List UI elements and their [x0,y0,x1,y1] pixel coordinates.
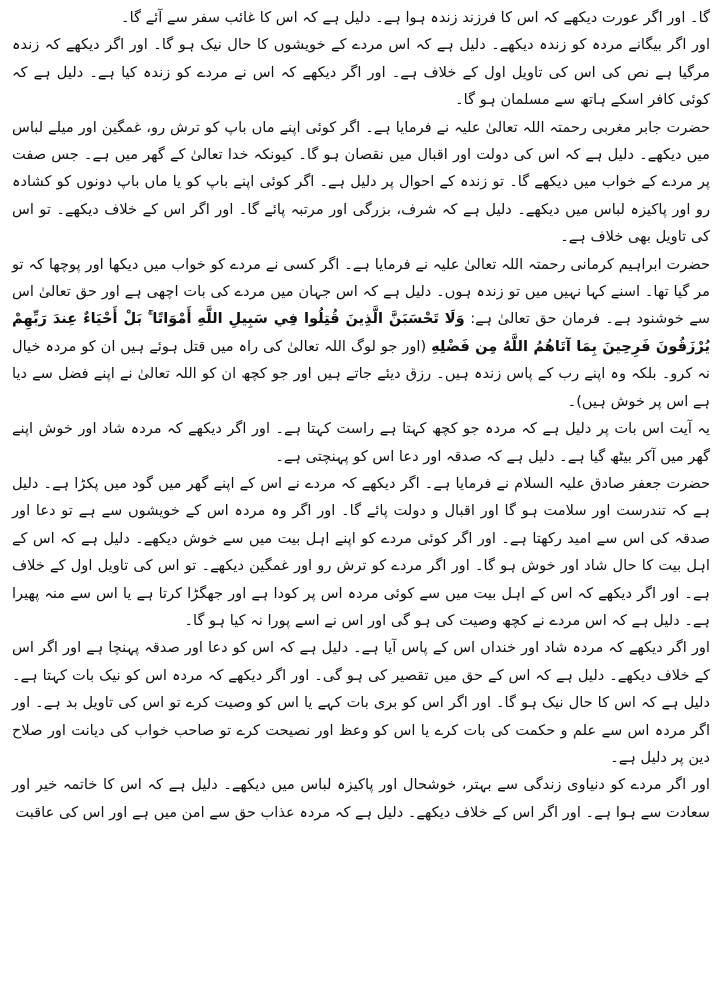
quran-verse: وَلَا تَحْسَبَنَّ الَّذِينَ قُتِلُوا فِي سَبِيلِ اللَّهِ أَمْوَاتًا ۚ بَلْ أَحْيَاءٌ عِندَ رَبِّهِمْ يُرْزَقُونَ فَرِحِينَ بِمَا آتَاهُمُ اللَّهُ مِن فَضْلِهِ [12,310,711,355]
paragraph-4-text: حضرت ابراہیم کرمانی رحمتہ اللہ تعالیٰ علیہ نے فرمایا ہے۔ اگر کسی نے مردے کو خواب میں دیکھا اور پوچھا کہ تو مر گیا تھا۔ اسنے کہا نہیں میں تو زندہ ہوں۔ دلیل ہے کہ اس جہان میں مردے کی بات اچھی ہے اور حق تعالیٰ اس سے خوشنود ہے۔ فرمان حق تعالیٰ ہے: [12,255,710,328]
paragraph-8: اور اگر مردے کو دنیاوی زندگی سے بہتر، خوشحال اور پاکیزہ لباس میں دیکھے۔ دلیل ہے کہ اس کا خاتمہ خیر اور سعادت سے ہوا ہے۔ اور اگر اس کے خلاف دیکھے۔ دلیل ہے کہ مردہ عذاب حق سے امن میں ہے اور اس کی عاقبت [12,776,710,821]
verse-translation: (اور جو لوگ اللہ تعالیٰ کی راہ میں قتل ہوئے ہیں ان کو مردہ خیال نہ کرو۔ بلکہ وہ اپنے رب کے پاس زندہ ہیں۔ رزق دیئے جاتے ہیں اور جو کچھ ان کو اللہ تعالیٰ نے اپنے فضل سے دیا ہے اس پر خوش ہیں)۔ [12,337,710,410]
paragraph-6: حضرت جعفر صادق علیہ السلام نے فرمایا ہے۔ اگر دیکھے کہ مردے نے اس کے اپنے گھر میں گود میں پکڑا ہے۔ دلیل ہے کہ تندرست اور سلامت ہو گا اور اقبال و دولت پائے گا۔ اور اگر وہ مردہ اس کے خویشوں سے ہے تو دعا اور صدقہ کی اس سے امید رکھتا ہے۔ اور اگر کوئی مردے کو اپنے اہل بیت میں سے خوش دیکھے۔ دلیل ہے کہ اس کے اہل بیت کا حال شاد اور خوش ہو گا۔ اور اگر مردے کو ترش رو اور غمگین دیکھے۔ تو اس کی تاویل اول کے خلاف ہے۔ اور اگر دیکھے کہ اس کے اہل بیت میں سے کوئی مردہ اس پر کودا ہے اور جھگڑا کرتا ہے یا اس سے منہ پھیرا ہے۔ دلیل ہے کہ اس مردے نے کچھ وصیت کی ہو گی اور اس نے اسے پورا نہ کیا ہو گا۔ [12,474,710,629]
paragraph-5: یہ آیت اس بات پر دلیل ہے کہ مردہ جو کچھ کہتا ہے راست کہتا ہے۔ اور اگر دیکھے کہ مردہ شاد اور خوش اپنے گھر میں آکر بیٹھ گیا ہے۔ دلیل ہے کہ صدقہ اور دعا اس کو پہنچتی ہے۔ [12,420,710,465]
paragraph-2: اور اگر بیگانے مردہ کو زندہ دیکھے۔ دلیل ہے کہ اس مردے کے خویشوں کا حال نیک ہو گا۔ اور اگر دیکھے کہ زندہ مرگیا ہے نص کی اس کی تاویل اول کے خلاف ہے۔ اور اگر دیکھے کہ اس نے مردے کو زندہ کیا ہے۔ دلیل ہے کہ کوئی کافر اسکے ہاتھ سے مسلمان ہو گا۔ [12,36,710,109]
paragraph-4 [12,251,710,415]
paragraph-7: اور اگر دیکھے کہ مردہ شاد اور خنداں اس کے پاس آیا ہے۔ دلیل ہے کہ اس کو دعا اور صدقہ پہنچا ہے اور اگر اس کے خلاف دیکھے۔ دلیل ہے کہ اس کے حق میں تقصیر کی ہو گی۔ اور اگر دیکھے کہ مردہ اس کو نیک بات کہتا ہے۔ دلیل ہے کہ اس کا حال نیک ہو گا۔ اور اگر اس کو بری بات کہے یا اس کو وصیت کرے تو اس کی تاویل بد ہے۔ اور اگر مردہ اس سے علم و حکمت کی بات کرے یا اس کو وعظ اور نصیحت کرے تو صاحب خواب کی دیانت اور صلاح دین پر دلیل ہے۔ [12,639,710,766]
paragraph-1: گا۔ اور اگر عورت دیکھے کہ اس کا فرزند زندہ ہوا ہے۔ دلیل ہے کہ اس کا غائب سفر سے آئے گا۔ [121,9,710,26]
paragraph-3: حضرت جابر مغربی رحمتہ اللہ تعالیٰ علیہ نے فرمایا ہے۔ اگر کوئی اپنے ماں باپ کو ترش رو، غمگین اور میلے لباس میں دیکھے۔ دلیل ہے کہ اس کی دولت اور اقبال میں نقصان ہو گا۔ کیونکہ خدا تعالیٰ کے گھر میں ہے۔ جس صفت پر مردے کے خواب میں دیکھے گا۔ تو زندہ کے احوال پر دلیل ہے۔ اگر کوئی اپنے باپ کو یا ماں باپ دونوں کو کشادہ رو اور پاکیزہ لباس میں دیکھے۔ دلیل ہے کہ شرف، بزرگی اور مرتبہ پائے گا۔ اور اگر اس کے خلاف دیکھے۔ تو اس کی تاویل بھی خلاف ہے۔ [12,118,710,246]
